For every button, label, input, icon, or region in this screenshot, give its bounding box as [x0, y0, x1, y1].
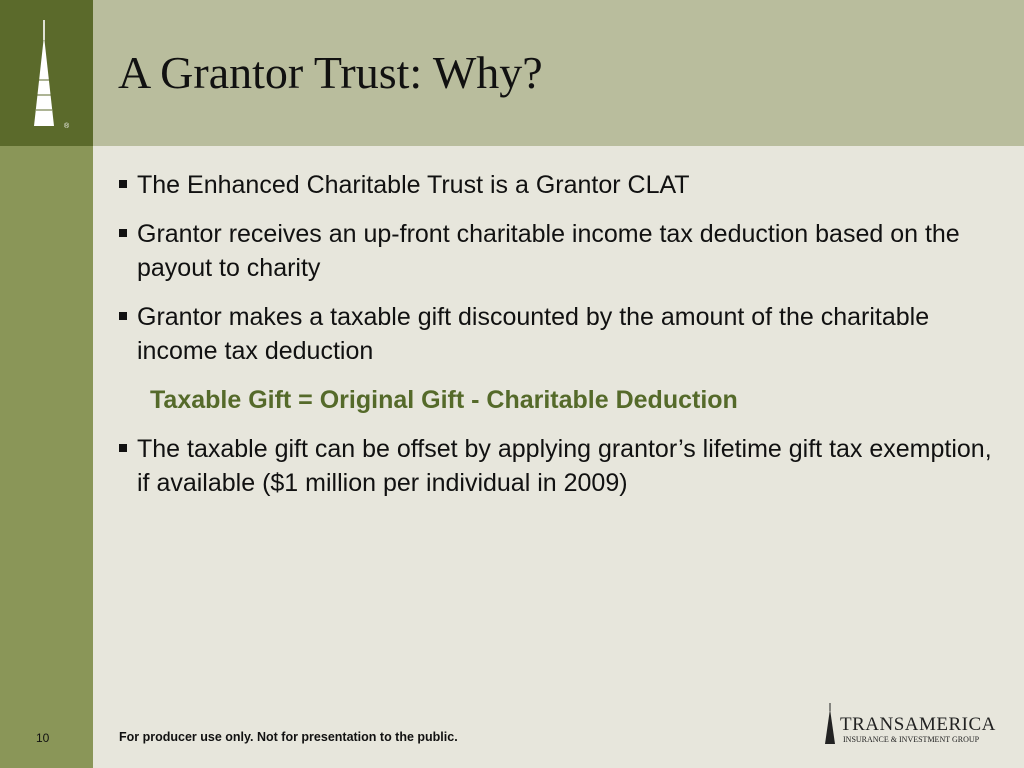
footer-disclaimer: For producer use only. Not for presentation to the public.	[119, 730, 458, 744]
bullet-item	[118, 432, 998, 500]
registered-mark: ®	[64, 123, 70, 130]
bullet-text: The Enhanced Charitable Trust is a Grantor CLAT	[137, 171, 690, 199]
formula-line: Taxable Gift = Original Gift - Charitable Deduction	[150, 386, 738, 414]
transamerica-pyramid-small-icon	[822, 703, 838, 745]
square-bullet-icon	[119, 180, 127, 188]
slide-number: 10	[36, 731, 50, 745]
brand-name: TRANSAMERICA	[840, 714, 996, 735]
brand-logo	[822, 703, 1002, 745]
square-bullet-icon	[119, 229, 127, 237]
square-bullet-icon	[119, 444, 127, 452]
bullet-text: Grantor makes a taxable gift discounted by the amount of the charitable income tax deduction	[137, 303, 930, 365]
bullet-item	[118, 217, 998, 285]
bullet-text: Grantor receives an up-front charitable income tax deduction based on the payout to charity	[137, 220, 960, 282]
brand-tagline: INSURANCE & INVESTMENT GROUP	[843, 735, 980, 744]
bullet-item	[118, 168, 998, 202]
sidebar-logo-block	[0, 0, 93, 146]
bullet-item	[118, 300, 998, 368]
slide-body	[118, 168, 998, 515]
slide-title: A Grantor Trust: Why?	[118, 47, 543, 98]
square-bullet-icon	[119, 312, 127, 320]
bullet-text: The taxable gift can be offset by applying grantor’s lifetime gift tax exemption, if available ($1 million per individual in 2009)	[137, 435, 992, 497]
transamerica-pyramid-logo-icon	[26, 20, 74, 130]
